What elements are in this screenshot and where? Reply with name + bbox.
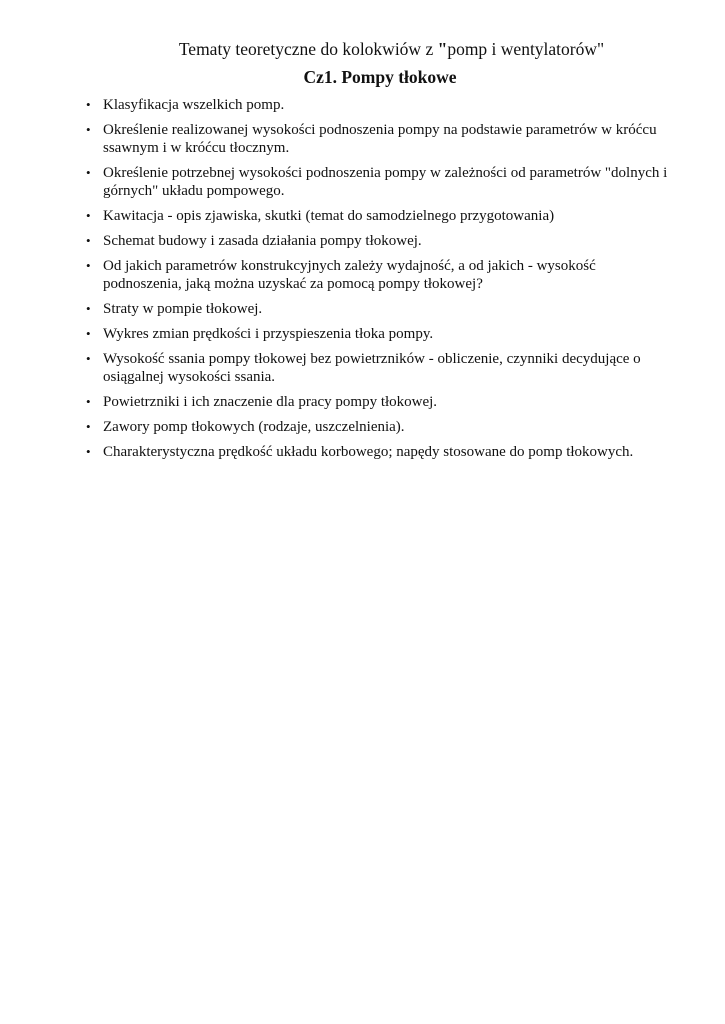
topic-text: Charakterystyczna prędkość układu korbowego; napędy stosowane do pomp tłokowych. — [103, 444, 634, 460]
title-open-quote: " — [437, 39, 448, 59]
topic-text: Wysokość ssania pompy tłokowej bez powietrzników - obliczenie, czynniki decydujące o osiągalnej wysokości ssania. — [103, 351, 641, 385]
topic-text: Kawitacja - opis zjawiska, skutki (temat do samodzielnego przygotowania) — [103, 208, 555, 224]
section-title: Cz1. Pompy tłokowe — [303, 67, 457, 87]
topic-text: Wykres zmian prędkości i przyspieszenia tłoka pompy. — [103, 326, 434, 342]
bullet-icon: • — [86, 122, 91, 137]
title-prefix: Tematy teoretyczne do kolokwiów z — [178, 39, 438, 59]
bullet-icon: • — [86, 97, 91, 112]
topic-text: Od jakich parametrów konstrukcyjnych zależy wydajność, a od jakich - wysokość podnoszenia, jaką można uzyskać za pomocą pompy tłokowej? — [103, 258, 596, 292]
bullet-icon: • — [86, 165, 91, 180]
bullet-icon: • — [86, 258, 91, 273]
list-item — [0, 418, 725, 436]
list-item — [0, 443, 725, 461]
bullet-icon: • — [86, 208, 91, 223]
topic-list — [0, 96, 725, 468]
list-item — [0, 207, 725, 225]
title-suffix: pomp i wentylatorów" — [447, 39, 605, 59]
list-item — [0, 121, 725, 157]
topic-text: Powietrzniki i ich znaczenie dla pracy pompy tłokowej. — [103, 394, 438, 410]
topic-text: Klasyfikacja wszelkich pomp. — [103, 97, 285, 113]
list-item — [0, 325, 725, 343]
bullet-icon: • — [86, 233, 91, 248]
document-title — [0, 38, 725, 60]
bullet-icon: • — [86, 394, 91, 409]
bullet-icon: • — [86, 326, 91, 341]
bullet-icon: • — [86, 351, 91, 366]
bullet-icon: • — [86, 419, 91, 434]
topic-text: Schemat budowy i zasada działania pompy tłokowej. — [103, 233, 422, 249]
bullet-icon: • — [86, 301, 91, 316]
topic-text: Zawory pomp tłokowych (rodzaje, uszczelnienia). — [103, 419, 405, 435]
topic-text: Określenie realizowanej wysokości podnoszenia pompy na podstawie parametrów w króćcu ssawnym i w króćcu tłocznym. — [103, 122, 657, 156]
list-item — [0, 300, 725, 318]
topic-text: Straty w pompie tłokowej. — [103, 301, 263, 317]
list-item — [0, 350, 725, 386]
topic-text: Określenie potrzebnej wysokości podnoszenia pompy w zależności od parametrów "dolnych i górnych" układu pompowego. — [103, 165, 668, 199]
list-item — [0, 257, 725, 293]
list-item — [0, 232, 725, 250]
list-item — [0, 393, 725, 411]
list-item — [0, 96, 725, 114]
list-item — [0, 164, 725, 200]
bullet-icon: • — [86, 444, 91, 459]
